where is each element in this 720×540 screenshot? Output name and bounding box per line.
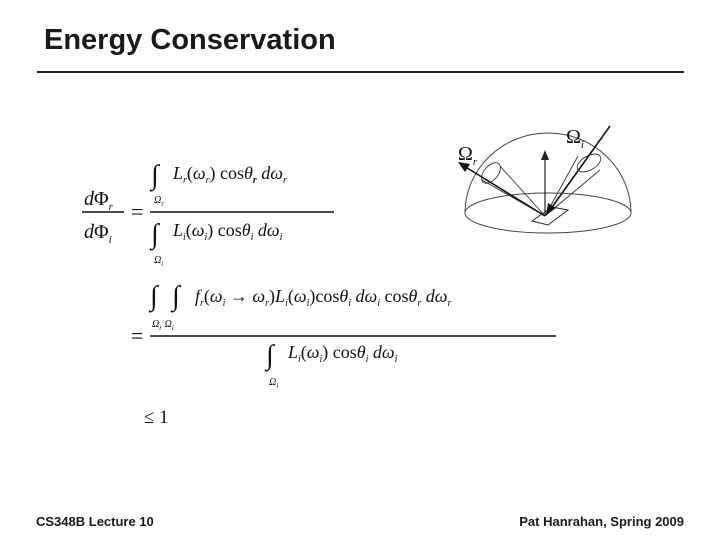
numerator-2-text: $f_r(\omega_i \to \omega_r)L_i(\omega_i)\cos\theta_i$ $d\omega_i$ cosθ$_r$ $d\omega_r$ — [195, 286, 452, 309]
double-integral-sign-1: ∫ — [150, 281, 158, 312]
label-omega-i: $\Omega_i$ — [566, 126, 584, 151]
ratio-fraction — [149, 160, 334, 268]
lhs-numerator: $d\Phi_r$ — [84, 188, 113, 213]
denominator-2-text: $L_i(\omega_i)$ cosθ$_i$ $d\omega_i$ — [288, 342, 398, 365]
equals-sign-1: = — [131, 199, 144, 224]
slide-title: Energy Conservation — [44, 24, 336, 56]
upper-bound: ≤ 1 — [144, 407, 169, 428]
hemisphere-diagram — [450, 118, 650, 248]
equals-sign-2: = — [131, 323, 144, 348]
footer-author: Pat Hanrahan, Spring 2009 — [519, 514, 684, 529]
double-integral-sign-2: ∫ — [172, 281, 180, 312]
reflected-cone-edges — [482, 166, 545, 216]
hemisphere-dome — [465, 133, 631, 213]
lhs-denominator: $d\Phi_i$ — [84, 221, 112, 246]
label-omega-r: $\Omega_r$ — [458, 143, 478, 168]
lhs-fraction — [82, 188, 124, 246]
domains-omega-r-i: $\Omega_r$ $\Omega_i$ — [152, 319, 174, 332]
brdf-fraction — [148, 281, 556, 390]
integral-sign-numerator: ∫ — [151, 160, 159, 191]
domain-omega-r: $\Omega_r$ — [154, 195, 164, 208]
integral-sign-denominator: ∫ — [151, 219, 159, 250]
footer-course: CS348B Lecture 10 — [36, 514, 154, 529]
normal-arrowhead — [541, 150, 549, 160]
reflected-ray — [464, 166, 545, 216]
domain-omega-i-2: $\Omega_i$ — [269, 377, 279, 390]
domain-omega-i: $\Omega_i$ — [154, 255, 164, 268]
numerator-1-text: $L_r(\omega_r)$ cosθ$_r$ $d\omega_r$ — [173, 163, 287, 186]
integral-sign-denominator-2: ∫ — [266, 340, 274, 371]
denominator-1-text: $L_i(\omega_i)$ cosθ$_i$ $d\omega_i$ — [173, 220, 283, 243]
